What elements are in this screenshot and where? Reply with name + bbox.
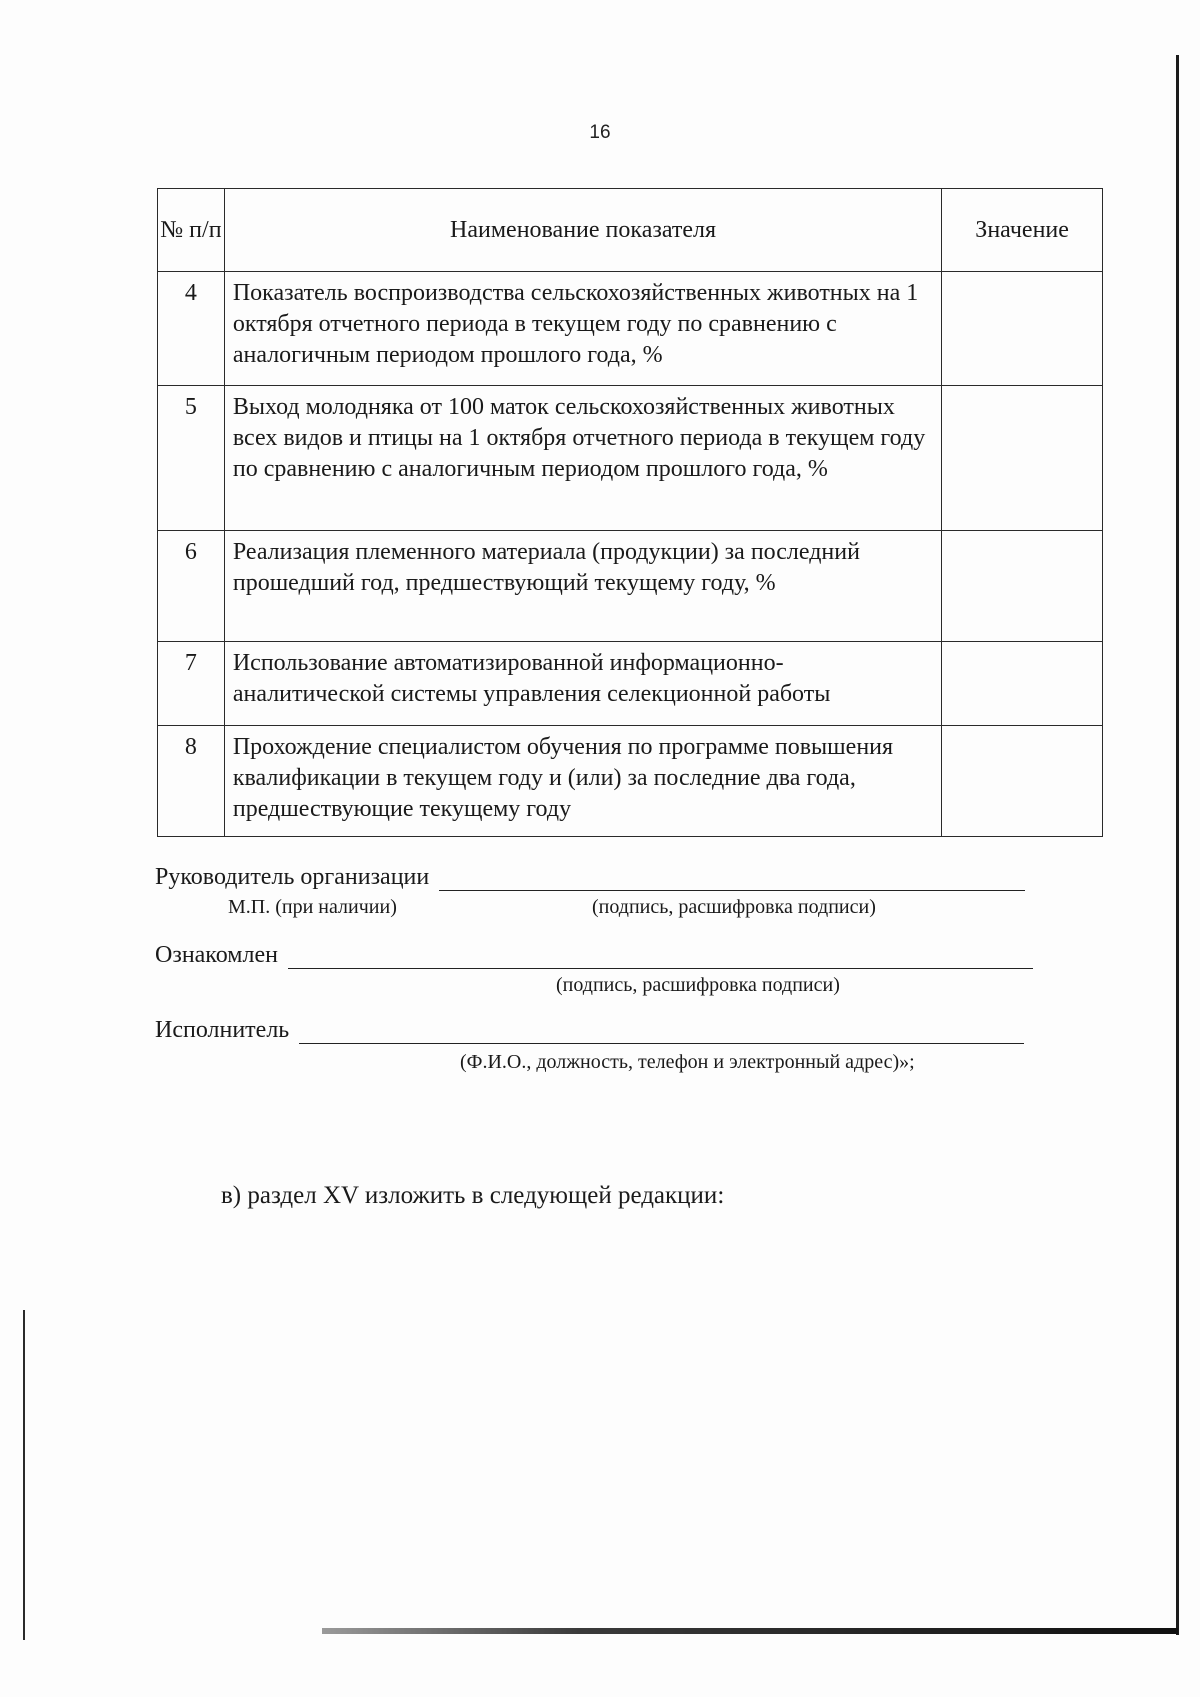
header-number-label: № п/п bbox=[160, 217, 222, 243]
page-number: 16 bbox=[589, 122, 611, 143]
row-number: 5 bbox=[158, 386, 225, 531]
executor-label: Исполнитель bbox=[155, 1017, 290, 1043]
head-signature-line bbox=[439, 868, 1025, 891]
executor-signature-block bbox=[155, 1017, 1024, 1044]
row-value-cell bbox=[942, 386, 1103, 531]
acquainted-label: Ознакомлен bbox=[155, 942, 278, 968]
header-indicator-name: Наименование показателя bbox=[224, 189, 941, 272]
row-indicator-name: Прохождение специалистом обучения по программе повышения квалификации в текущем году и (или) за последние два года, предшествующие текущему году bbox=[224, 726, 941, 837]
row-indicator-name: Использование автоматизированной информационно-аналитической системы управления селекционной работы bbox=[224, 642, 941, 726]
row-value-cell bbox=[942, 272, 1103, 386]
table-row bbox=[158, 642, 1103, 726]
executor-signature-line bbox=[299, 1021, 1024, 1044]
row-number: 4 bbox=[158, 272, 225, 386]
head-signature-label: Руководитель организации bbox=[155, 864, 430, 890]
indicators-table bbox=[157, 188, 1103, 837]
row-indicator-name: Показатель воспроизводства сельскохозяйственных животных на 1 октября отчетного периода в текущем году по сравнению с аналогичным периодом прошлого года, % bbox=[224, 272, 941, 386]
head-signature-block bbox=[155, 864, 1025, 891]
table-row bbox=[158, 272, 1103, 386]
table-row bbox=[158, 386, 1103, 531]
table-row bbox=[158, 726, 1103, 837]
row-indicator-name: Реализация племенного материала (продукции) за последний прошедший год, предшествующий текущему году, % bbox=[224, 531, 941, 642]
stamp-note: М.П. (при наличии) bbox=[228, 896, 397, 918]
row-number: 7 bbox=[158, 642, 225, 726]
head-signature-caption: (подпись, расшифровка подписи) bbox=[592, 896, 876, 918]
executor-signature-caption: (Ф.И.О., должность, телефон и электронный адрес)»; bbox=[460, 1051, 915, 1073]
row-value-cell bbox=[942, 642, 1103, 726]
row-value-cell bbox=[942, 531, 1103, 642]
row-number: 6 bbox=[158, 531, 225, 642]
header-value: Значение bbox=[942, 189, 1103, 272]
header-number bbox=[158, 189, 225, 272]
section-instruction: в) раздел XV изложить в следующей редакции: bbox=[221, 1182, 725, 1209]
acquainted-signature-caption: (подпись, расшифровка подписи) bbox=[556, 974, 840, 996]
acquainted-signature-block bbox=[155, 942, 1033, 969]
row-value-cell bbox=[942, 726, 1103, 837]
row-indicator-name: Выход молодняка от 100 маток сельскохозяйственных животных всех видов и птицы на 1 октября отчетного периода в текущем году по сравнению с аналогичным периодом прошлого года, % bbox=[224, 386, 941, 531]
scan-edge-left bbox=[23, 1310, 25, 1640]
table-row bbox=[158, 531, 1103, 642]
table-header-row bbox=[158, 189, 1103, 272]
row-number: 8 bbox=[158, 726, 225, 837]
acquainted-signature-line bbox=[288, 946, 1033, 969]
scan-edge-right bbox=[1176, 55, 1179, 1635]
scan-edge-bottom bbox=[322, 1628, 1178, 1634]
